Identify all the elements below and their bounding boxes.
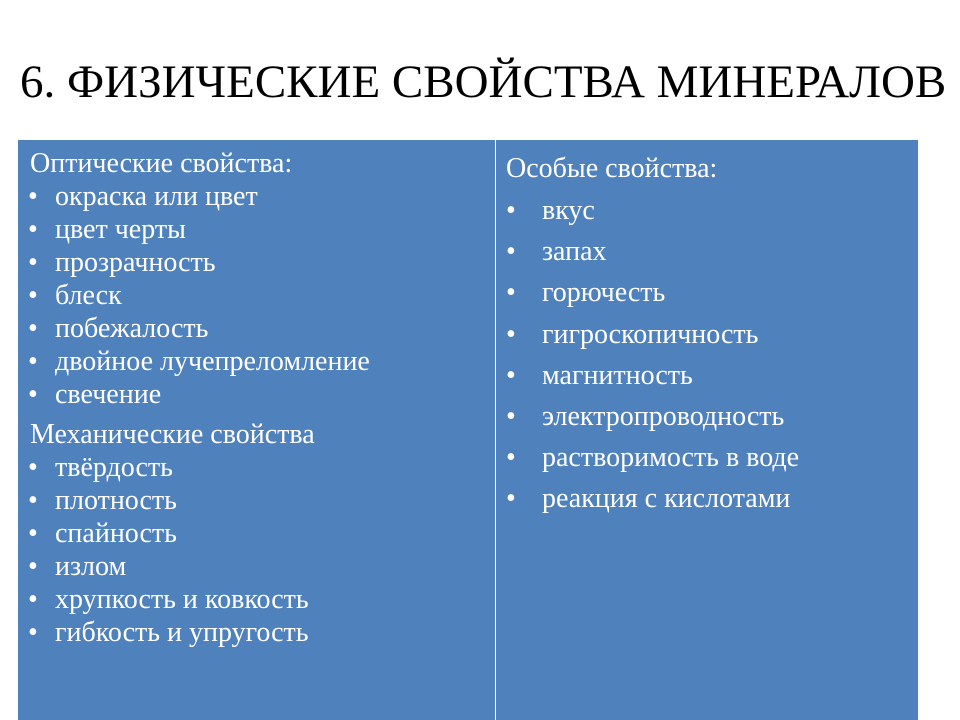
list-item: • твёрдость — [18, 451, 495, 484]
mechanical-properties-heading: Механические свойства — [30, 419, 315, 450]
list-item: • реакция с кислотами — [496, 478, 918, 519]
list-item: • горючесть — [496, 272, 918, 313]
optical-properties-heading: Оптические свойства: — [30, 148, 293, 179]
list-item: • спайность — [18, 517, 495, 550]
list-item: • окраска или цвет — [18, 180, 495, 213]
right-column-panel — [496, 140, 918, 720]
left-column-panel — [18, 140, 496, 720]
list-item: • электропроводность — [496, 396, 918, 437]
list-item: • хрупкость и ковкость — [18, 583, 495, 616]
slide-title: 6. ФИЗИЧЕСКИЕ СВОЙСТВА МИНЕРАЛОВ — [20, 56, 947, 108]
list-item: • вкус — [496, 190, 918, 231]
list-item: • магнитность — [496, 355, 918, 396]
list-item: • растворимость в воде — [496, 437, 918, 478]
list-item: • излом — [18, 550, 495, 583]
mechanical-properties-section — [18, 418, 495, 649]
list-item: • блеск — [18, 279, 495, 312]
list-item: • гигроскопичность — [496, 314, 918, 355]
list-item: • двойное лучепреломление — [18, 345, 495, 378]
mechanical-properties-list — [18, 451, 495, 649]
list-item: • свечение — [18, 378, 495, 411]
list-item: • запах — [496, 231, 918, 272]
optical-properties-section — [18, 147, 495, 411]
list-item: • плотность — [18, 484, 495, 517]
list-item: • побежалость — [18, 312, 495, 345]
list-item: • гибкость и упругость — [18, 616, 495, 649]
special-properties-heading: Особые свойства: — [506, 153, 718, 184]
list-item: • цвет черты — [18, 213, 495, 246]
optical-properties-list — [18, 180, 495, 411]
special-properties-list — [496, 190, 918, 520]
list-item: • прозрачность — [18, 246, 495, 279]
